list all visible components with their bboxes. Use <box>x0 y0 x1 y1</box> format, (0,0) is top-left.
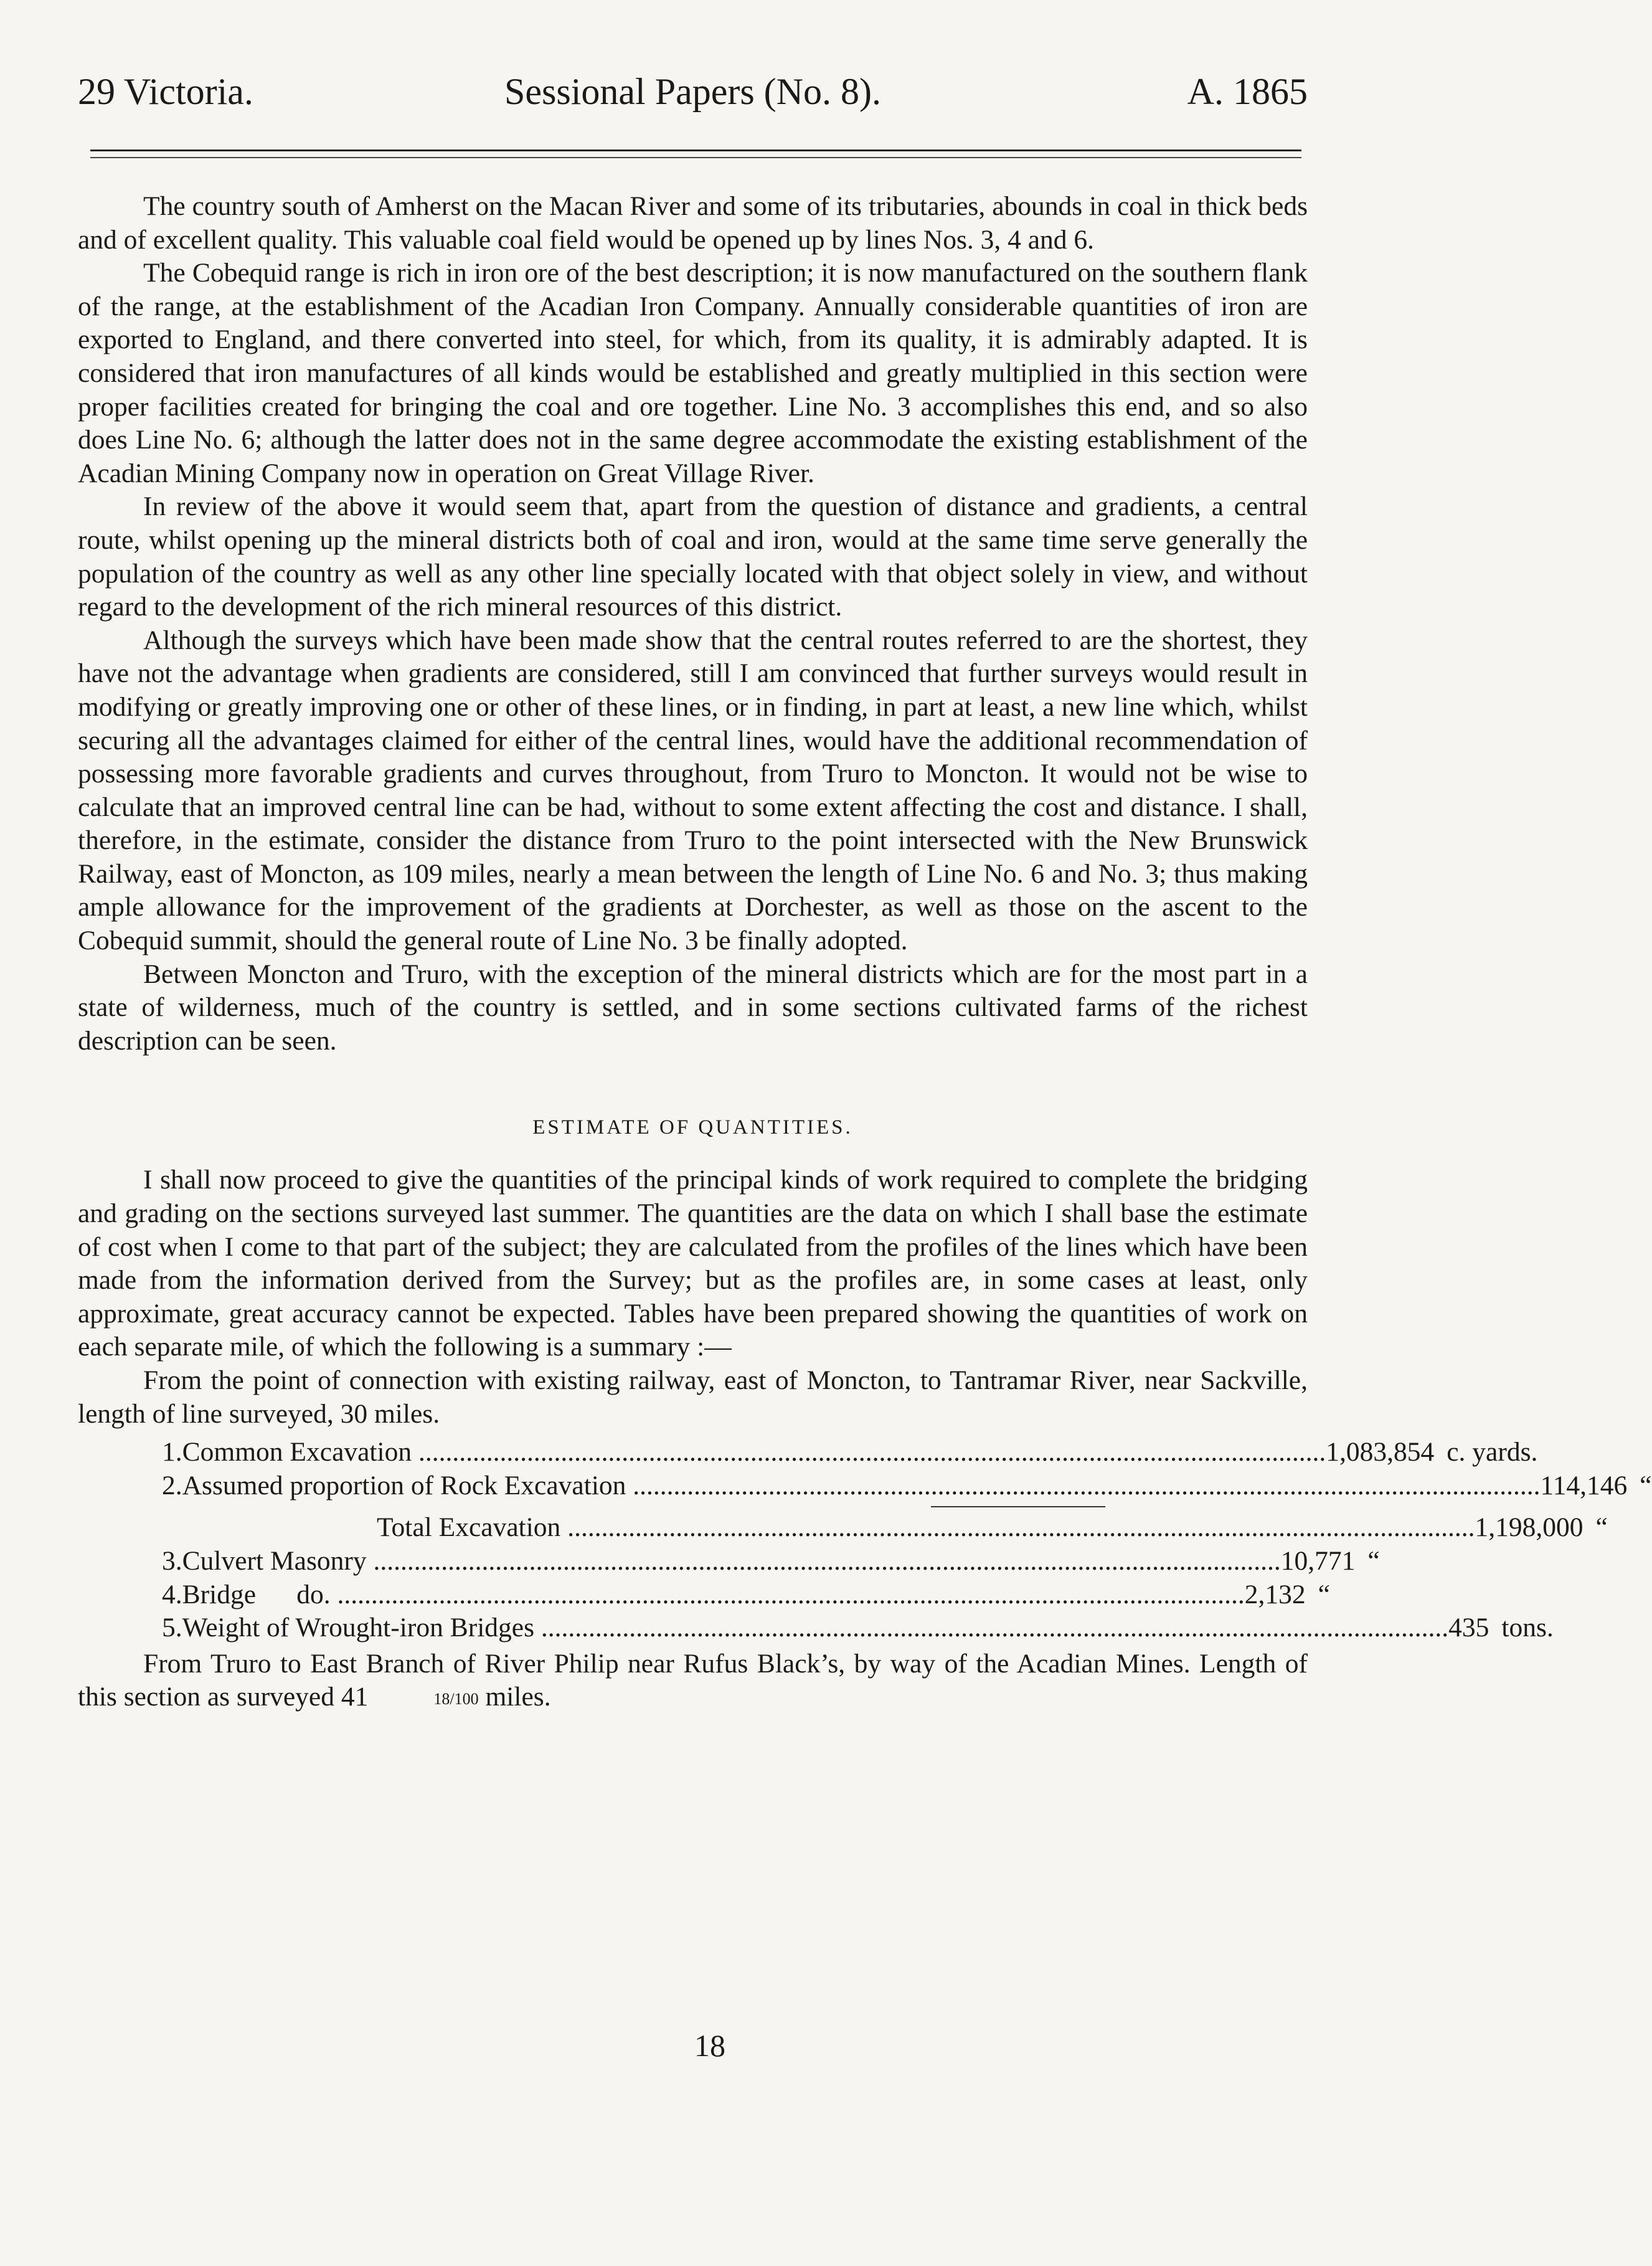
total-unit: “ <box>1595 1512 1608 1543</box>
row-quantity: 1,083,854 <box>1326 1437 1435 1467</box>
header-rule-bottom <box>90 157 1301 158</box>
row-number: 3. <box>162 1545 182 1576</box>
header-rule-top <box>90 149 1301 151</box>
paragraph: Between Moncton and Truro, with the exception of the mineral districts which are for the most part in a state of wilderness, much of the country is settled, and in some sections cultivated farms of the richest description can be seen. <box>78 959 1308 1056</box>
paragraph: The Cobequid range is rich in iron ore of the best description; it is now manufactured on the southern flank of the range, at the establishment of the Acadian Iron Company. Annually considerable quantities of iron are exported to England, and there converted into steel, for which, from its quality, it is admirably adapted. It is considered that iron manufactures of all kinds would be established and greatly multiplied in this section were proper facilities created for bringing the coal and ore together. Line No. 3 accomplishes this end, and so also does Line No. 6; although the latter does not in the same degree accommodate the existing establishment of the Acadian Mining Company now in operation on Great Village River. <box>78 258 1308 488</box>
running-header <box>78 70 1308 138</box>
row-quantity: 114,146 <box>1540 1470 1628 1500</box>
row-number: 2. <box>162 1470 182 1500</box>
table-row <box>162 1578 1330 1612</box>
header-title: Sessional Papers (No. 8). <box>504 71 881 112</box>
paragraph: Although the surveys which have been made show that the central routes referred to are the shortest, they have not the advantage when gradients are considered, still I am convinced that further surveys would result in modifying or greatly improving one or other of these lines, or in finding, in part at least, a new line which, whilst securing all the advantages claimed for either of the central lines, would have the additional recommendation of possessing more favorable gradients and curves throughout, from Truro to Moncton. It would not be wise to calculate that an improved central line can be had, without to some extent affecting the cost and distance. I shall, therefore, in the estimate, consider the distance from Truro to the point intersected with the New Brunswick Railway, east of Moncton, as 109 miles, nearly a mean between the length of Line No. 6 and No. 3; thus making ample allowance for the improvement of the gradients at Dorchester, as well as those on the ascent to the Cobequid summit, should the general route of Line No. 3 be finally adopted. <box>78 625 1308 956</box>
page-number: 18 <box>694 2028 725 2063</box>
paragraph: From Truro to East Branch of River Philip near Rufus Black’s, by way of the Acadian Mines. Length of this section as surveyed 41 18/100 miles. <box>78 1648 1308 1712</box>
row-number: 5. <box>162 1613 182 1643</box>
table-row <box>162 1545 1380 1578</box>
row-unit: c. yards. <box>1447 1437 1538 1467</box>
paragraph: I shall now proceed to give the quantities of the principal kinds of work required to complete the bridging and grading on the sections surveyed last summer. The quantities are the data on which I shall base the estimate of cost when I come to that part of the subject; they are calculated from the profiles of the lines which have been made from the information derived from the Survey; but as the profiles are, in some cases at least, only approximate, great accuracy cannot be expected. Tables have been prepared showing the quantities of work on each separate mile, of which the following is a summary :— <box>78 1165 1308 1362</box>
row-number: 1. <box>162 1437 182 1467</box>
row-label: Culvert Masonry ...................................................................................................................................... <box>182 1545 1281 1576</box>
table-row <box>162 1611 1554 1645</box>
row-unit: tons. <box>1501 1613 1554 1643</box>
paragraph: The country south of Amherst on the Macan River and some of its tributaries, abounds in coal in thick beds and of excellent quality. This valuable coal field would be opened up by lines Nos. 3, 4 and 6. <box>78 191 1308 255</box>
row-unit: “ <box>1318 1579 1330 1609</box>
quantities-table <box>162 1436 1652 1645</box>
row-unit: “ <box>1367 1545 1380 1576</box>
row-number: 4. <box>162 1579 182 1609</box>
fraction: 18/100 <box>433 1690 479 1709</box>
paragraph: From the point of connection with existing railway, east of Moncton, to Tantramar River, near Sackville, length of line surveyed, 30 miles. <box>78 1365 1308 1429</box>
subtotal-rule <box>931 1506 1105 1507</box>
row-label: Common Excavation ...................................................................................................................................... <box>182 1437 1326 1467</box>
page-body <box>78 190 1652 1714</box>
row-quantity: 2,132 <box>1244 1579 1306 1609</box>
table-row <box>162 1469 1652 1503</box>
total-quantity: 1,198,000 <box>1475 1512 1584 1543</box>
row-quantity: 10,771 <box>1280 1545 1356 1576</box>
row-label: Assumed proportion of Rock Excavation ...................................................................................................................................... <box>182 1470 1541 1500</box>
total-row <box>162 1511 1608 1545</box>
total-label: Total Excavation ...................................................................................................................................... <box>377 1512 1475 1543</box>
section-heading: ESTIMATE OF QUANTITIES. <box>532 1116 853 1139</box>
header-session: 29 Victoria. <box>78 71 253 112</box>
row-label: Bridge do. ...................................................................................................................................... <box>182 1579 1245 1609</box>
header-year: A. 1865 <box>1187 71 1308 112</box>
row-quantity: 435 <box>1448 1613 1489 1643</box>
table-row <box>162 1436 1538 1469</box>
paragraph: In review of the above it would seem that, apart from the question of distance and gradients, a central route, whilst opening up the mineral districts both of coal and iron, would at the same time serve generally the population of the country as well as any other line specially located with that object solely in view, and without regard to the development of the rich mineral resources of this district. <box>78 491 1308 622</box>
row-label: Weight of Wrought-iron Bridges ...................................................................................................................................... <box>182 1613 1449 1643</box>
row-unit: “ <box>1640 1470 1652 1500</box>
